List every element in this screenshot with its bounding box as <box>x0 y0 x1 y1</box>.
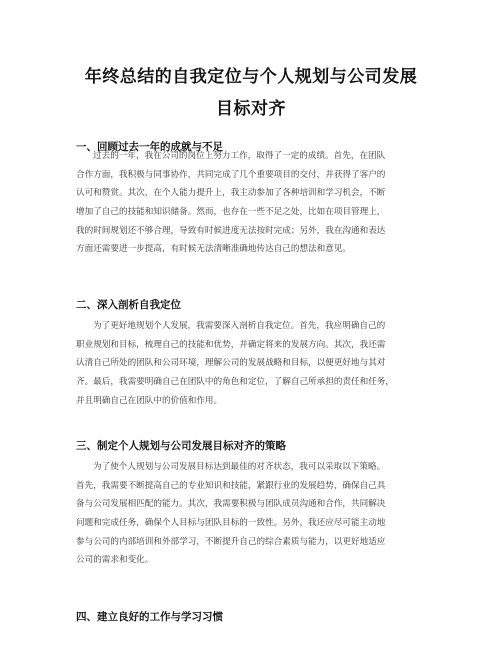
paragraph-line: 认可和赞赏。其次，在个人能力提升上，我主动参加了各种培训和学习机会，不断 <box>76 188 386 199</box>
paragraph-line: 并且明确自己在团队中的价值和作用。 <box>76 395 223 406</box>
document-title-line-2: 目标对齐 <box>216 99 286 119</box>
paragraph-line: 齐。最后，我需要明确自己在团队中的角色和定位，了解自己所承担的责任和任务， <box>76 377 394 388</box>
paragraph-line: 备与公司发展相匹配的能力。其次，我需要积极与团队成员沟通和合作，共同解决 <box>76 499 386 510</box>
document-title-line-1: 年终总结的自我定位与个人规划与公司发展 <box>84 67 418 87</box>
paragraph-line: 参与公司的内部培训和外部学习，不断提升自己的综合素质与能力，以更好地适应 <box>76 536 386 547</box>
paragraph-line: 首先，我需要不断提高自己的专业知识和技能，紧跟行业的发展趋势，确保自己具 <box>76 480 386 491</box>
paragraph-line: 为了更好地规划个人发展，我需要深入剖析自我定位。首先，我应明确自己的 <box>93 321 386 331</box>
section-1-paragraph <box>76 147 436 259</box>
section-1-heading: 一、回顾过去一年的成就与不足 <box>76 141 223 153</box>
paragraph-line: 过去的一年，我在公司的岗位上努力工作，取得了一定的成绩。首先，在团队 <box>93 151 386 161</box>
section-4-heading: 四、建立良好的工作与学习习惯 <box>76 611 223 623</box>
section-2-paragraph <box>76 317 436 410</box>
section-3-paragraph <box>76 458 436 570</box>
section-3-heading: 三、制定个人规划与公司发展目标对齐的策略 <box>76 440 286 452</box>
paragraph-line: 增加了自己的技能和知识储备。然而，也存在一些不足之处，比如在项目管理上， <box>76 207 386 218</box>
paragraph-line: 我的时间规划还不够合理，导致有时候进度无法按时完成；另外，我在沟通和表达 <box>76 225 386 236</box>
section-2-heading: 二、深入剖析自我定位 <box>76 299 181 311</box>
paragraph-line: 职业规划和目标，梳理自己的技能和优势，并确定将来的发展方向。其次，我还需 <box>76 339 386 350</box>
paragraph-line: 合作方面，我积极与同事协作，共同完成了几个重要项目的交付，并获得了客户的 <box>76 169 386 180</box>
paragraph-line: 方面还需要进一步提高，有时候无法清晰准确地传达自己的想法和意见。 <box>76 244 352 255</box>
paragraph-line: 认清自己所处的团队和公司环境，理解公司的发展战略和目标，以便更好地与其对 <box>76 358 386 369</box>
paragraph-line: 问题和完成任务，确保个人目标与团队目标的一致性。另外，我还应尽可能主动地 <box>76 518 386 529</box>
paragraph-line: 为了使个人规划与公司发展目标达到最佳的对齐状态，我可以采取以下策略。 <box>93 462 386 472</box>
paragraph-line: 公司的需求和变化。 <box>76 555 154 566</box>
